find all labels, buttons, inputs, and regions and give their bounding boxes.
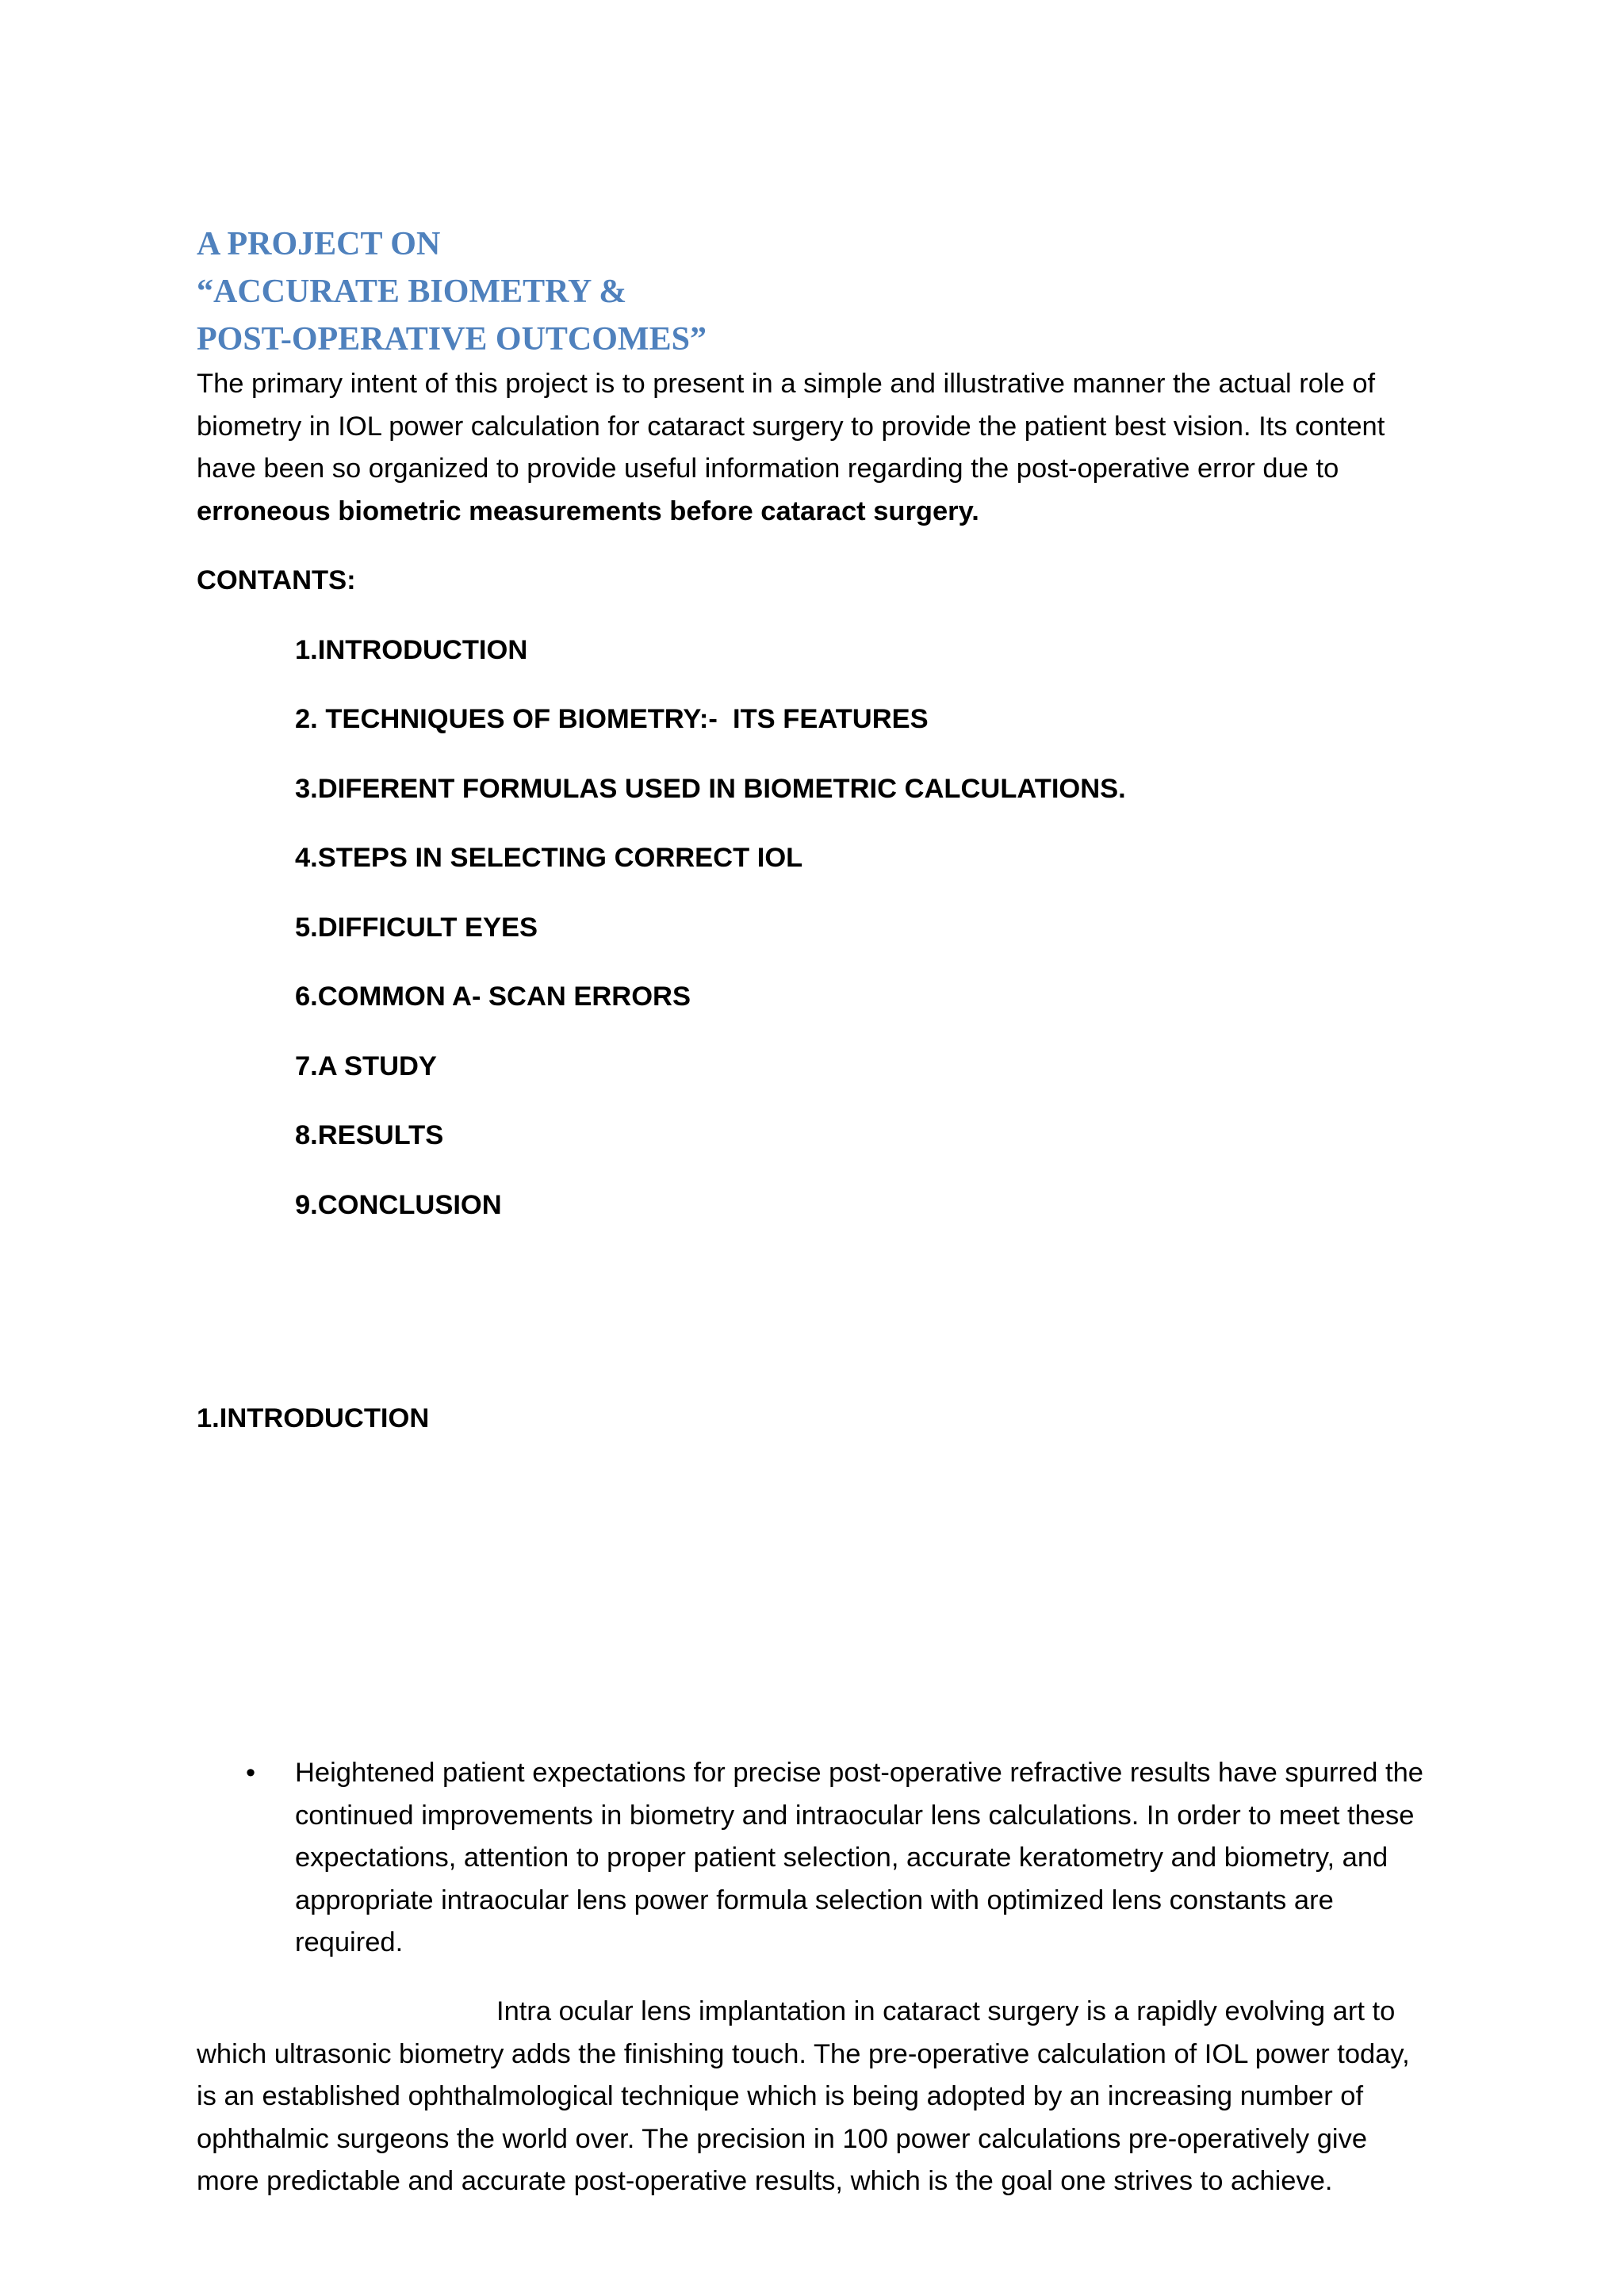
introduction-heading: 1.INTRODUCTION bbox=[197, 1403, 430, 1433]
introduction-paragraph: Intra ocular lens implantation in cataract surgery is a rapidly evolving art to which ultrasonic biometry adds the finishing touch. The pre-operative calculation of IOL power today, is an established ophthalmological technique which is being adopted by an increasing number of ophthalmic surgeons the world over. The precision in 100 power calculations pre-operatively give more predictable and accurate post-operative results, which is the goal one strives to achieve. bbox=[197, 1996, 1410, 2196]
toc-item-introduction: 1.INTRODUCTION bbox=[295, 634, 528, 665]
toc-item-results: 8.RESULTS bbox=[295, 1120, 444, 1150]
table-of-contents bbox=[295, 629, 1434, 1227]
toc-item-formulas: 3.DIFERENT FORMULAS USED IN BIOMETRIC CALCULATIONS. bbox=[295, 773, 1126, 804]
toc-item-conclusion: 9.CONCLUSION bbox=[295, 1189, 502, 1220]
intro-bold-text: erroneous biometric measurements before cataract surgery. bbox=[197, 496, 979, 526]
bullet-icon: • bbox=[246, 1758, 256, 1788]
contents-heading: CONTANTS: bbox=[197, 565, 356, 595]
toc-item-techniques: 2. TECHNIQUES OF BIOMETRY:- ITS FEATURES bbox=[295, 704, 929, 734]
title-line-3: POST-OPERATIVE OUTCOMES” bbox=[197, 321, 707, 358]
toc-item-steps: 4.STEPS IN SELECTING CORRECT IOL bbox=[295, 843, 803, 873]
page-content bbox=[197, 220, 1434, 2196]
toc-item-scan-errors: 6.COMMON A- SCAN ERRORS bbox=[295, 982, 691, 1012]
title-line-1: A PROJECT ON bbox=[197, 226, 441, 262]
toc-item-study: 7.A STUDY bbox=[295, 1050, 437, 1081]
toc-item-difficult-eyes: 5.DIFFICULT EYES bbox=[295, 912, 538, 943]
intro-text: The primary intent of this project is to present in a simple and illustrative manner the actual role of biometry in IOL power calculation for cataract surgery to provide the patient best vision. Its content have been so organized to provide useful information regarding the post-operative error due to bbox=[197, 369, 1385, 484]
title-line-2: “ACCURATE BIOMETRY & bbox=[197, 274, 627, 310]
introduction-bullet bbox=[197, 1752, 1434, 1965]
bullet-text: Heightened patient expectations for precise post-operative refractive results have spurred the continued improvements in biometry and intraocular lens calculations. In order to meet these expectations, attention to proper patient selection, accurate keratometry and biometry, and appropriate intraocular lens power formula selection with optimized lens constants are required. bbox=[295, 1758, 1423, 1957]
intro-paragraph bbox=[197, 363, 1434, 533]
